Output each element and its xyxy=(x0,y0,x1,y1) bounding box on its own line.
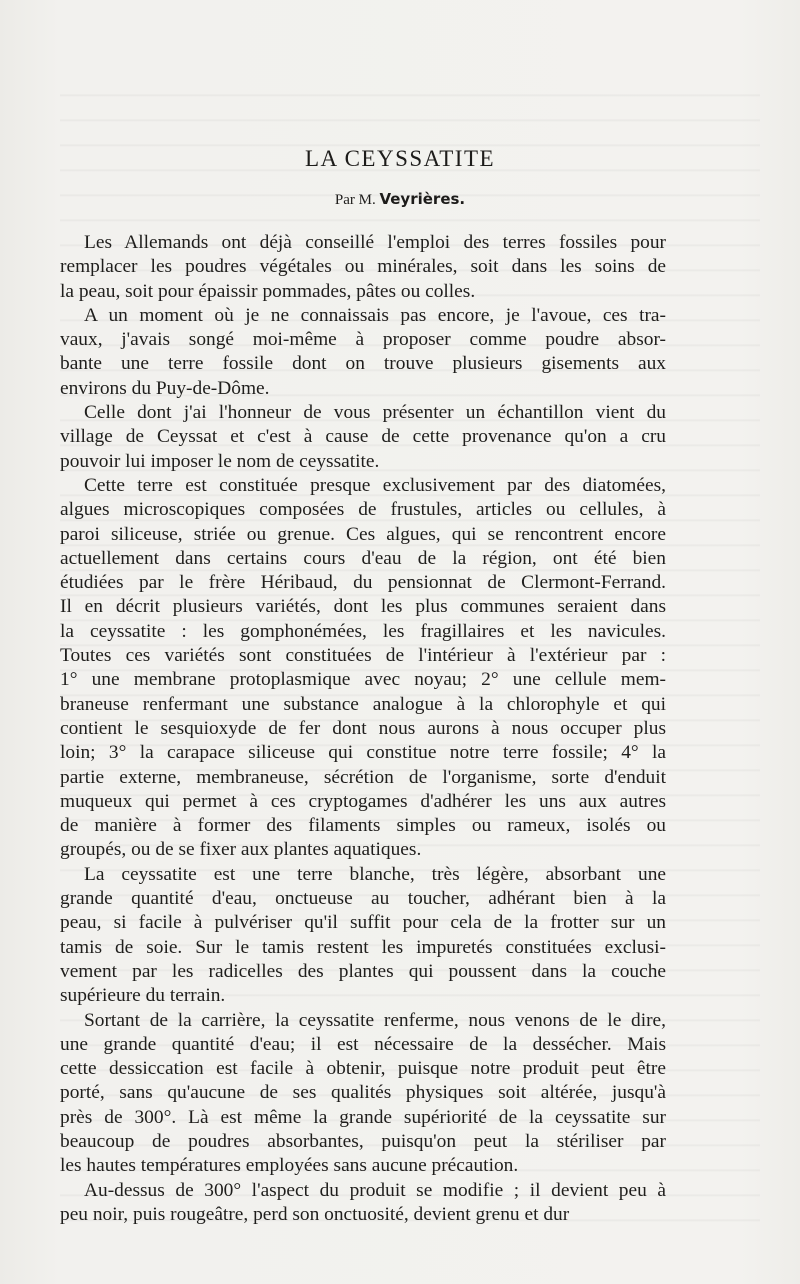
text-line: une grande quantité d'eau; il est nécessaire de la dessécher. Mais xyxy=(60,1033,666,1055)
byline xyxy=(0,190,800,209)
text-line: groupés, ou de se fixer aux plantes aquatiques. xyxy=(60,839,422,861)
text-line: vaux, j'avais songé moi-même à proposer comme poudre absor- xyxy=(60,329,666,351)
paragraph xyxy=(60,474,666,863)
text-line: 1° une membrane protoplasmique avec noyau; 2° une cellule mem- xyxy=(60,669,666,691)
paragraph xyxy=(60,863,666,1009)
text-line: A un moment où je ne connaissais pas encore, je l'avoue, ces tra- xyxy=(84,304,666,326)
text-line: La ceyssatite est une terre blanche, très légère, absorbant une xyxy=(84,863,666,885)
text-line: la peau, soit pour épaissir pommades, pâtes ou colles. xyxy=(60,280,476,302)
text-line: Sortant de la carrière, la ceyssatite renferme, nous venons de le dire, xyxy=(84,1009,666,1031)
text-line: beaucoup de poudres absorbantes, puisqu'on peut la stériliser par xyxy=(60,1130,666,1152)
text-line: Au-dessus de 300° l'aspect du produit se modifie ; il devient peu à xyxy=(84,1179,666,1201)
text-line: grande quantité d'eau, onctueuse au toucher, adhérant bien à la xyxy=(60,888,666,910)
text-line: étudiées par le frère Héribaud, du pensionnat de Clermont-Ferrand. xyxy=(60,572,666,594)
text-line: contient le sesquioxyde de fer dont nous aurons à nous occuper plus xyxy=(60,717,666,739)
text-line: porté, sans qu'aucune de ses qualités physiques soit altérée, jusqu'à xyxy=(60,1082,666,1104)
text-line: Toutes ces variétés sont constituées de l'intérieur à l'extérieur par : xyxy=(60,645,666,667)
text-line: braneuse renfermant une substance analogue à la chlorophyle et qui xyxy=(60,693,666,715)
text-line: les hautes températures employées sans aucune précaution. xyxy=(60,1155,519,1177)
paragraph xyxy=(60,231,666,304)
text-line: bante une terre fossile dont on trouve plusieurs gisements aux xyxy=(60,353,666,375)
text-line: près de 300°. Là est même la grande supériorité de la ceyssatite sur xyxy=(60,1106,666,1128)
paragraph xyxy=(60,401,666,474)
article-title: LA CEYSSATITE xyxy=(304,146,496,171)
text-line: pouvoir lui imposer le nom de ceyssatite. xyxy=(60,450,380,472)
text-line: loin; 3° la carapace siliceuse qui constitue notre terre fossile; 4° la xyxy=(60,742,666,764)
text-line: Les Allemands ont déjà conseillé l'emploi des terres fossiles pour xyxy=(84,232,666,253)
text-line: supérieure du terrain. xyxy=(60,985,226,1007)
text-line: Cette terre est constituée presque exclusivement par des diatomées, xyxy=(84,474,666,496)
text-line: vement par les radicelles des plantes qui poussent dans la couche xyxy=(60,960,666,982)
text-line: Il en décrit plusieurs variétés, dont les plus communes seraient dans xyxy=(60,596,666,618)
text-line: environs du Puy-de-Dôme. xyxy=(60,377,270,399)
text-line: de manière à former des filaments simples ou rameux, isolés ou xyxy=(60,815,666,837)
text-line: Celle dont j'ai l'honneur de vous présenter un échantillon vient du xyxy=(84,402,666,424)
text-line: tamis de soie. Sur le tamis restent les impuretés constituées exclusi- xyxy=(60,936,666,958)
text-line: actuellement dans certains cours d'eau de la région, ont été bien xyxy=(60,547,666,569)
text-line: partie externe, membraneuse, sécrétion de l'organisme, sorte d'enduit xyxy=(60,766,666,788)
text-line: peau, si facile à pulvériser qu'il suffit pour cela de la frotter sur un xyxy=(60,912,666,934)
text-line: la ceyssatite : les gomphonémées, les fragillaires et les navicules. xyxy=(60,620,666,642)
byline-prefix: Par M. xyxy=(334,192,376,208)
text-line: village de Ceyssat et c'est à cause de cette provenance qu'on a cru xyxy=(60,426,666,448)
byline-author: Veyrières. xyxy=(379,190,466,208)
paragraph xyxy=(60,1179,666,1228)
text-line: algues microscopiques composées de frustules, articles ou cellules, à xyxy=(60,499,666,521)
paragraph xyxy=(60,304,666,401)
text-line: muqueux qui permet à ces cryptogames d'adhérer les uns aux autres xyxy=(60,790,666,812)
text-line: peu noir, puis rougeâtre, perd son onctuosité, devient grenu et dur xyxy=(60,1203,570,1225)
article-body xyxy=(60,231,666,1227)
text-line: cette dessiccation est facile à obtenir, puisque notre produit peut être xyxy=(60,1058,666,1080)
text-line: remplacer les poudres végétales ou minérales, soit dans les soins de xyxy=(60,256,666,278)
paragraph xyxy=(60,1009,666,1179)
text-line: paroi siliceuse, striée ou grenue. Ces algues, qui se rencontrent encore xyxy=(60,523,666,545)
